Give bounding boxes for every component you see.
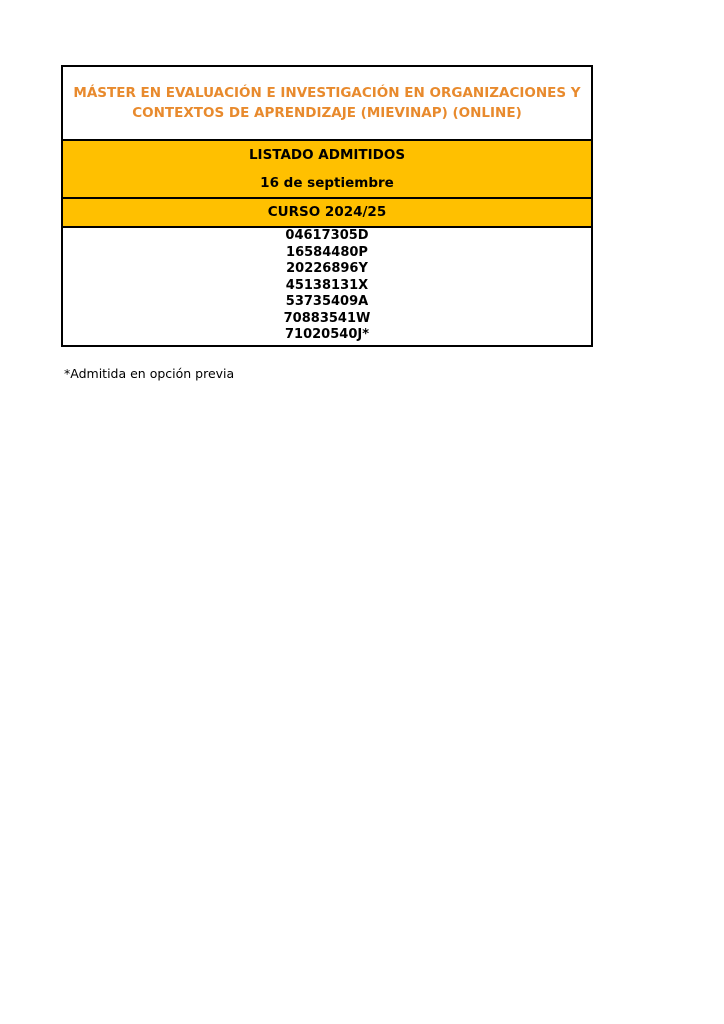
- listing-heading: LISTADO ADMITIDOS: [248, 147, 406, 163]
- admitted-id-item: 20226896Y: [286, 261, 368, 276]
- admitted-list-table: [61, 65, 593, 347]
- admitted-id-item: 70883541W: [283, 310, 371, 326]
- program-title-cell: [63, 67, 591, 141]
- admitted-ids-list: [63, 228, 591, 345]
- listing-date: 16 de septiembre: [260, 175, 394, 191]
- program-title: MÁSTER EN EVALUACIÓN E INVESTIGACIÓN EN ORGANIZACIONES Y CONTEXTOS DE APRENDIZAJE (MIEVINAP) (ONLINE): [73, 85, 581, 121]
- admitted-id-item: 16584480P: [286, 244, 368, 260]
- footnote: *Admitida en opción previa: [64, 366, 235, 381]
- admitted-id-item: 45138131X: [285, 277, 369, 293]
- listing-header-cell: [63, 141, 591, 199]
- admitted-id-item: 04617305D: [285, 228, 369, 243]
- admitted-id-item: 71020540J*: [285, 327, 369, 342]
- admitted-id-item: 53735409A: [285, 294, 369, 309]
- course-year: CURSO 2024/25: [63, 199, 591, 228]
